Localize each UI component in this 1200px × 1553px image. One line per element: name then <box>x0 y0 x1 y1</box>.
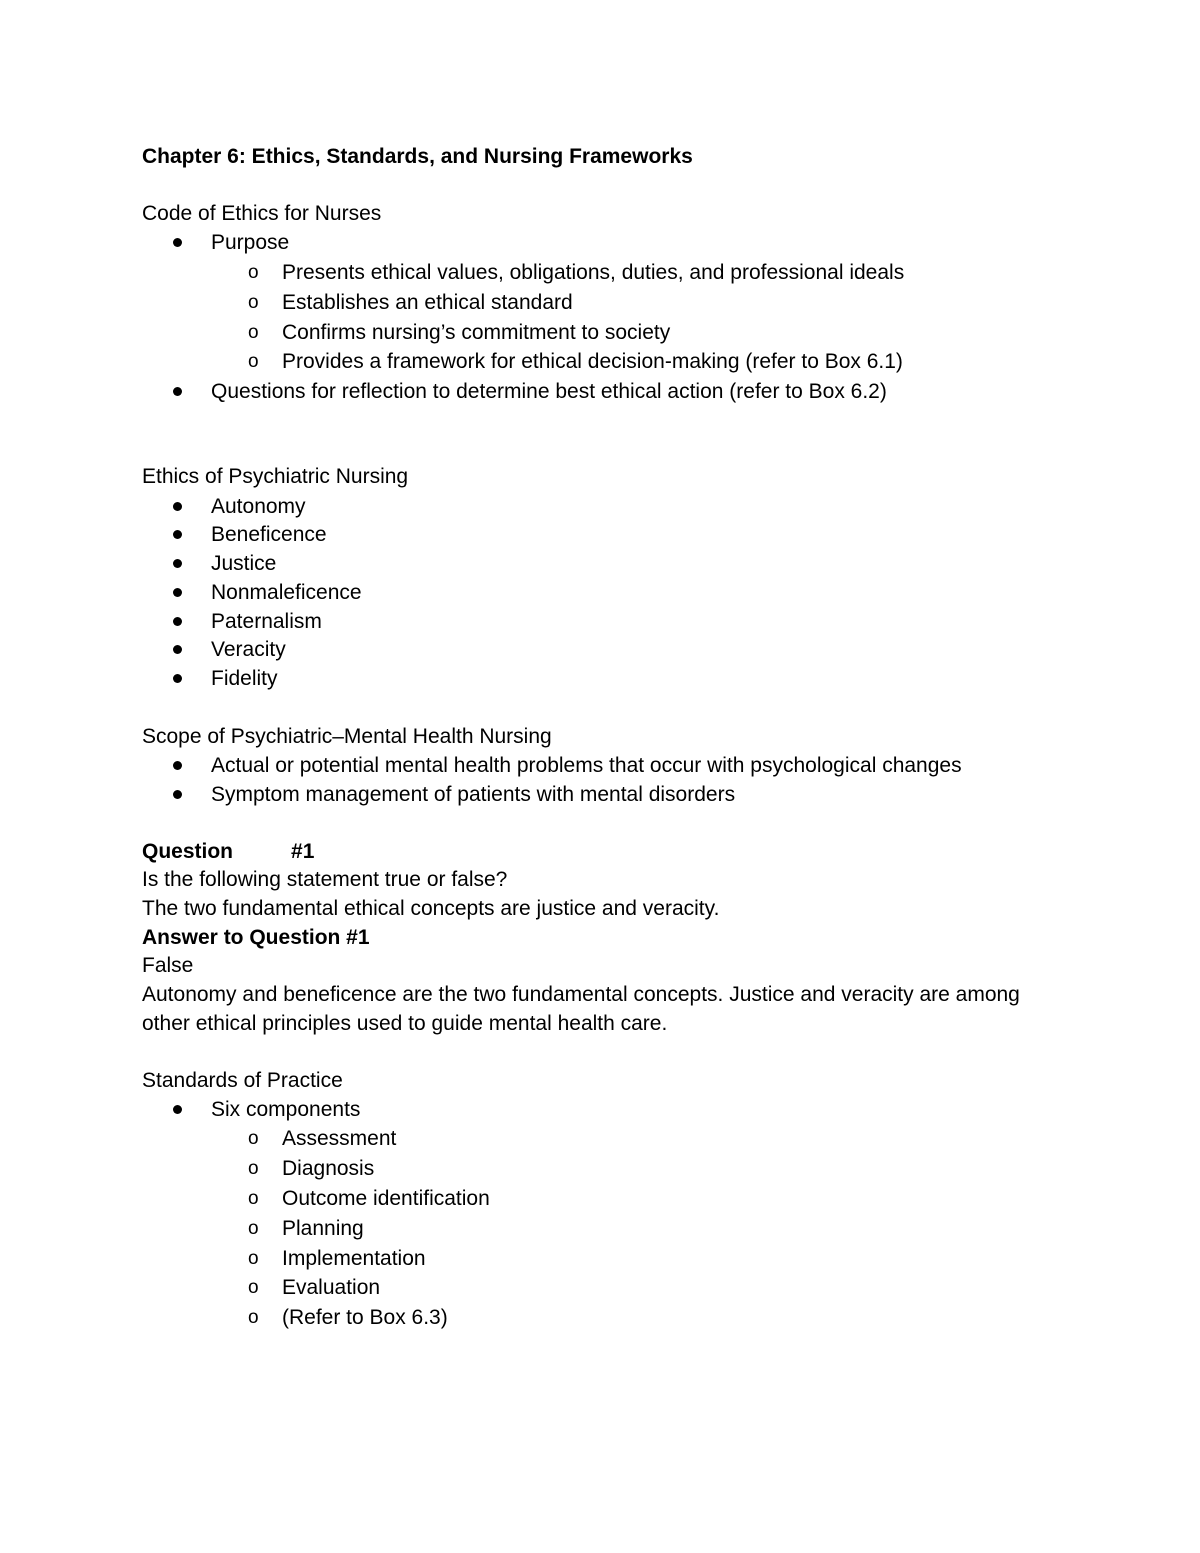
ethics-item: Beneficence <box>211 523 327 546</box>
answer-heading: Answer to Question #1 <box>142 926 370 949</box>
bullet-icon <box>173 761 182 770</box>
sub-bullet-icon: o <box>248 1307 259 1328</box>
question-prompt: Is the following statement true or false? <box>142 868 508 891</box>
scope-item: Actual or potential mental health problems that occur with psychological changes <box>211 754 962 777</box>
sub-bullet-icon: o <box>248 292 259 313</box>
bullet-icon <box>173 588 182 597</box>
scope-heading: Scope of Psychiatric–Mental Health Nursing <box>142 725 552 748</box>
sub-bullet-icon: o <box>248 1188 259 1209</box>
standards-heading: Standards of Practice <box>142 1069 343 1092</box>
page-title: Chapter 6: Ethics, Standards, and Nursing Frameworks <box>142 145 693 168</box>
component-item: Diagnosis <box>282 1157 375 1180</box>
bullet-icon <box>173 674 182 683</box>
component-item: Implementation <box>282 1247 426 1270</box>
sub-bullet-icon: o <box>248 1248 259 1269</box>
sub-bullet-icon: o <box>248 1218 259 1239</box>
sub-bullet-icon: o <box>248 1158 259 1179</box>
component-item: Planning <box>282 1217 364 1240</box>
answer-value: False <box>142 954 194 977</box>
sub-bullet-icon: o <box>248 262 259 283</box>
question-label: Question <box>142 840 234 863</box>
ethics-item: Nonmaleficence <box>211 581 362 604</box>
purpose-item: Presents ethical values, obligations, duties, and professional ideals <box>282 261 905 284</box>
bullet-icon <box>173 617 182 626</box>
bullet-icon <box>173 1105 182 1114</box>
bullet-icon <box>173 530 182 539</box>
bullet-icon <box>173 645 182 654</box>
ethics-psych-heading: Ethics of Psychiatric Nursing <box>142 465 409 488</box>
ethics-item: Justice <box>211 552 277 575</box>
sub-bullet-icon: o <box>248 322 259 343</box>
component-item: Outcome identification <box>282 1187 490 1210</box>
purpose-label: Purpose <box>211 231 290 254</box>
purpose-item: Provides a framework for ethical decision-making (refer to Box 6.1) <box>282 350 903 373</box>
sub-bullet-icon: o <box>248 351 259 372</box>
bullet-icon <box>173 502 182 511</box>
code-of-ethics-heading: Code of Ethics for Nurses <box>142 202 382 225</box>
answer-explanation: Autonomy and beneficence are the two fundamental concepts. Justice and veracity are among <box>142 983 1020 1006</box>
purpose-item: Confirms nursing’s commitment to society <box>282 321 671 344</box>
question-heading <box>142 840 314 864</box>
bullet-icon <box>173 559 182 568</box>
sub-bullet-icon: o <box>248 1128 259 1149</box>
components-label: Six components <box>211 1098 361 1121</box>
component-item: Evaluation <box>282 1276 381 1299</box>
ethics-item: Veracity <box>211 638 286 661</box>
bullet-icon <box>173 790 182 799</box>
answer-explanation: other ethical principles used to guide mental health care. <box>142 1012 668 1035</box>
ethics-item: Fidelity <box>211 667 278 690</box>
ethics-item: Autonomy <box>211 495 306 518</box>
purpose-item: Establishes an ethical standard <box>282 291 573 314</box>
bullet-icon <box>173 387 182 396</box>
component-item: (Refer to Box 6.3) <box>282 1306 448 1329</box>
question-number: #1 <box>291 840 315 863</box>
scope-item: Symptom management of patients with mental disorders <box>211 783 736 806</box>
ethics-item: Paternalism <box>211 610 322 633</box>
question-statement: The two fundamental ethical concepts are justice and veracity. <box>142 897 720 920</box>
sub-bullet-icon: o <box>248 1277 259 1298</box>
bullet-icon <box>173 238 182 247</box>
reflection-item: Questions for reflection to determine best ethical action (refer to Box 6.2) <box>211 380 887 403</box>
component-item: Assessment <box>282 1127 397 1150</box>
